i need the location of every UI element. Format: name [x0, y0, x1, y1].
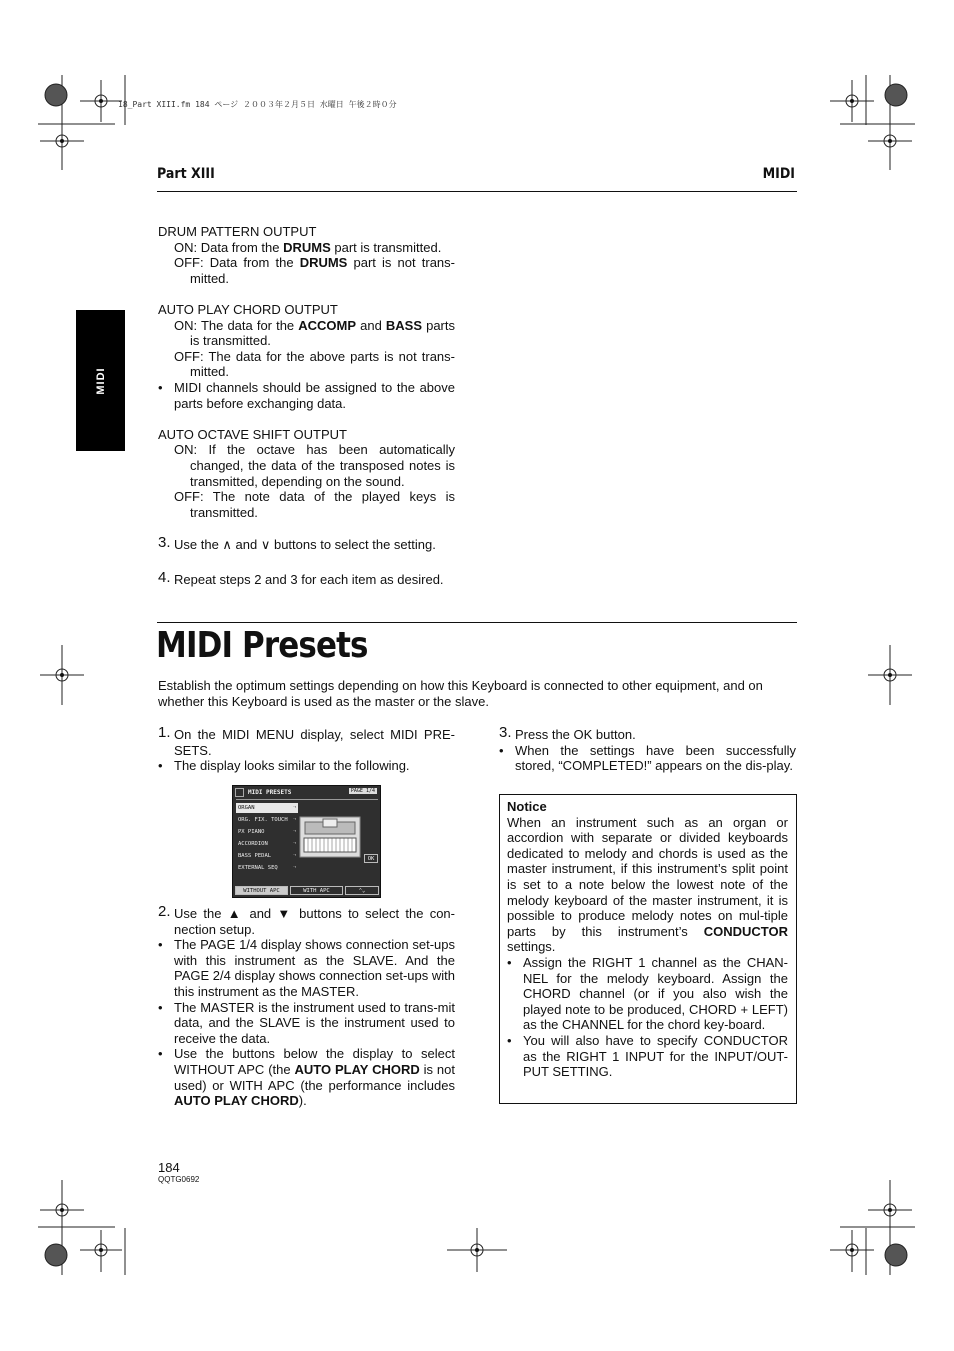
lcd-menu-icon — [235, 788, 244, 797]
lower-right-column — [499, 724, 796, 774]
file-info: 18_Part XIII.fm 184 ページ ２００３年２月５日 水曜日 午後２時０分 — [118, 100, 397, 109]
step-2-bullet-a: • The PAGE 1/4 display shows connection set-ups with this instrument as the SLAVE. And the PAGE 2/4 display shows connection set-ups with this instrument as the MASTER. — [158, 937, 455, 999]
header-part: Part XIII — [157, 166, 215, 182]
section-rule — [157, 622, 797, 623]
lcd-arrow-buttons[interactable]: ⌃⌄ — [345, 886, 379, 895]
lcd-without-apc-button[interactable]: WITHOUT APC — [235, 886, 288, 895]
lcd-item-px-piano[interactable]: PX PIANO ➝ — [238, 829, 296, 835]
header-section: MIDI — [762, 166, 795, 182]
step-3-lower: 3. Press the OK button. — [499, 724, 636, 742]
step-2: 2. Use the ▲ and ▼ buttons to select the con-nection setup. — [158, 903, 455, 937]
section-title: MIDI Presets — [156, 625, 368, 666]
header-rule — [157, 191, 797, 192]
lcd-title: MIDI PRESETS — [248, 789, 292, 796]
apc-off: OFF: The data for the above parts is not trans-mitted. — [174, 348, 455, 380]
notice-body: When an instrument such as an organ or accordion with separate or divided keyboards dedicated to melody and chords is used as the master instrument, if this instrument’s split point is set to a note below the lowest note of the melody keyboard of the master instrument, it is possible to produce melody notes on mul-tiple parts by this instrument’s CONDUCTOR settings. — [507, 814, 788, 955]
step-2-bullet-b: • The MASTER is the instrument used to trans-mit data, and the SLAVE is the instrument used to receive the data. — [158, 1000, 455, 1047]
lcd-with-apc-button[interactable]: WITH APC — [290, 886, 343, 895]
apc-bullet: • MIDI channels should be assigned to the above parts before exchanging data. — [158, 380, 455, 411]
drum-title: DRUM PATTERN OUTPUT — [158, 224, 317, 239]
keyboard-illustration — [299, 816, 361, 858]
lcd-item-accordion[interactable]: ACCORDION ➝ — [238, 841, 296, 847]
lcd-item-external-seq[interactable]: EXTERNAL SEQ ➝ — [238, 865, 296, 871]
octave-off: OFF: The note data of the played keys is transmitted. — [174, 489, 455, 520]
step-2-bullet-c: • Use the buttons below the display to select WITHOUT APC (the AUTO PLAY CHORD is not used) or WITH APC (the performance includes AUTO PLAY CHORD). — [158, 1046, 455, 1108]
apc-title: AUTO PLAY CHORD OUTPUT — [158, 301, 338, 317]
notice-bullet-b: • You will also have to specify CONDUCTOR as the RIGHT 1 INPUT for the INPUT/OUT-PUT SETTING. — [507, 1033, 788, 1080]
notice-bullet-a: • Assign the RIGHT 1 channel as the CHAN-NEL for the melody keyboard. Assign the CHORD channel (or if you also wish the played note to be produced, CHORD + LEFT) as the CHANNEL for the chord key-board. — [507, 955, 788, 1033]
page-code: QQTG0692 — [158, 1175, 200, 1184]
lcd-item-bass-pedal[interactable]: BASS PEDAL ➝ — [238, 853, 296, 859]
octave-on: ON: If the octave has been automatically changed, the data of the transposed notes is transmitted, depending on the sound. — [174, 442, 455, 489]
lower-left-column-top — [158, 724, 455, 774]
drum-off: OFF: Data from the DRUMS part is not trans-mitted. — [174, 255, 455, 286]
step-1: 1. On the MIDI MENU display, select MIDI PRE-SETS. — [158, 724, 455, 758]
apc-on: ON: The data for the ACCOMP and BASS parts is transmitted. — [174, 317, 455, 349]
side-tab — [76, 310, 125, 451]
notice-title: Notice — [507, 799, 547, 814]
upper-left-column — [158, 224, 455, 587]
step-4-upper: 4. Repeat steps 2 and 3 for each item as desired. — [158, 568, 444, 587]
side-tab-label: MIDI — [94, 366, 107, 395]
lcd-item-organ[interactable]: ORGAN ➝ — [238, 805, 296, 811]
intro-text: Establish the optimum settings depending on how this Keyboard is connected to other equipment, and on whether this Keyboard is used as the master or the slave. — [158, 678, 763, 709]
step-3-bullet: • When the settings have been successfully stored, “COMPLETED!” appears on the dis-play. — [499, 743, 796, 774]
octave-title: AUTO OCTAVE SHIFT OUTPUT — [158, 426, 347, 442]
step-3-upper: 3. Use the ∧ and ∨ buttons to select the setting. — [158, 534, 436, 553]
lcd-item-org-fix-touch[interactable]: ORG. FIX. TOUCH ➝ — [238, 817, 296, 823]
page-number: 184 — [158, 1160, 180, 1175]
step-1-bullet: • The display looks similar to the following. — [158, 758, 455, 774]
lcd-screenshot — [232, 785, 381, 898]
lcd-ok-button[interactable]: OK — [364, 854, 378, 863]
lower-left-column-bottom — [158, 903, 455, 1109]
lcd-page: PAGE 1/4 — [350, 788, 375, 794]
notice-box — [499, 794, 797, 1104]
drum-on: ON: Data from the DRUMS part is transmitted. — [174, 239, 442, 255]
